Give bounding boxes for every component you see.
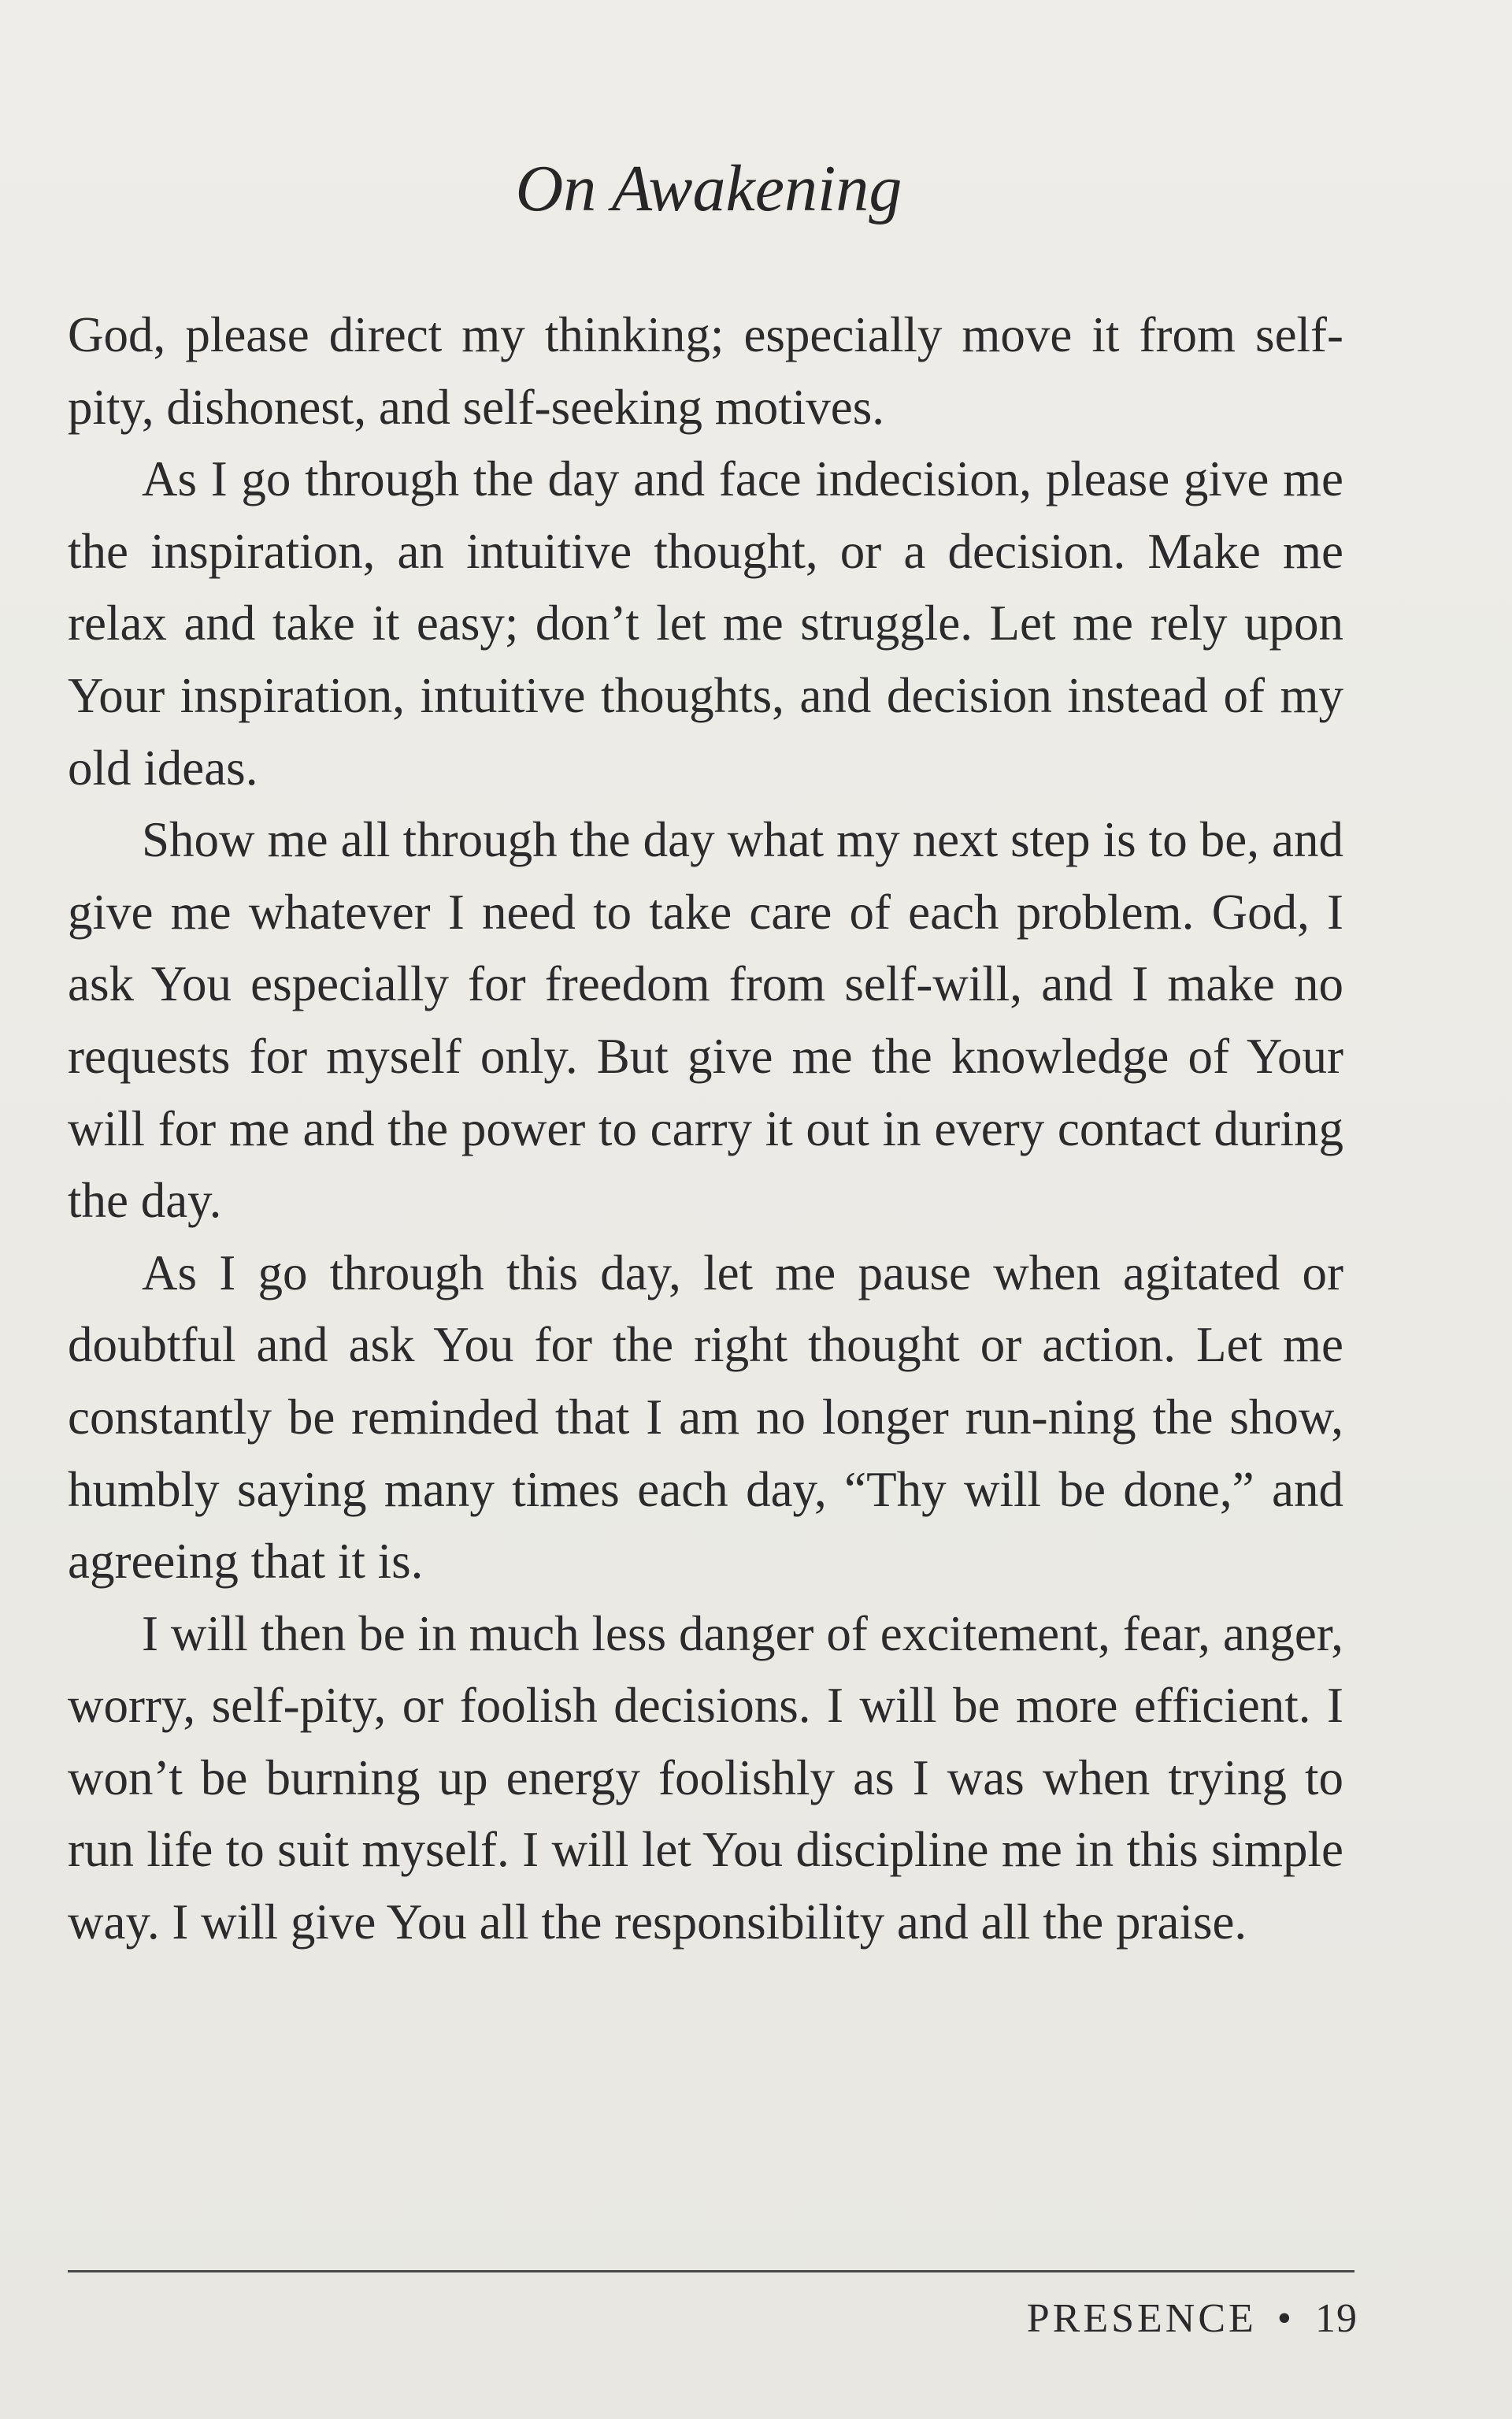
paragraph-1: God, please direct my thinking; especially move it from self-pity, dishonest, and self-seeking motives. — [68, 307, 1343, 435]
page-number: 19 — [1315, 2296, 1358, 2341]
page-title: On Awakening — [515, 152, 902, 225]
paragraph-2: As I go through the day and face indecision, please give me the inspiration, an intuitive thought, or a decision. Make me relax and take it easy; don’t let me struggle. Let me rely upon Your inspiration, intuitive thoughts, and decision instead of my old ideas. — [68, 451, 1343, 796]
footer-rule — [68, 2270, 1354, 2272]
page-footer — [1027, 2295, 1358, 2342]
paragraph-5: I will then be in much less danger of excitement, fear, anger, worry, self-pity, or foolish decisions. I will be more efficient. I won’t be burning up energy foolishly as I was when trying to run life to suit myself. I will let You discipline me in this simple way. I will give You all the responsibility and all the praise. — [68, 1605, 1343, 1950]
section-name: PRESENCE — [1026, 2296, 1257, 2341]
paragraph-4: As I go through this day, let me pause when agitated or doubtful and ask You for the right thought or action. Let me constantly be reminded that I am no longer run-ning the show, humbly saying many times each day, “Thy will be done,” and agreeing that it is. — [68, 1245, 1343, 1590]
footer-separator: • — [1277, 2296, 1295, 2341]
paragraph-3: Show me all through the day what my next step is to be, and give me whatever I need to take care of each problem. God, I ask You especially for freedom from self-will, and I make no requests for myself only. But give me the knowledge of Your will for me and the power to carry it out in every contact during the day. — [68, 812, 1343, 1229]
prayer-text — [68, 299, 1343, 1959]
